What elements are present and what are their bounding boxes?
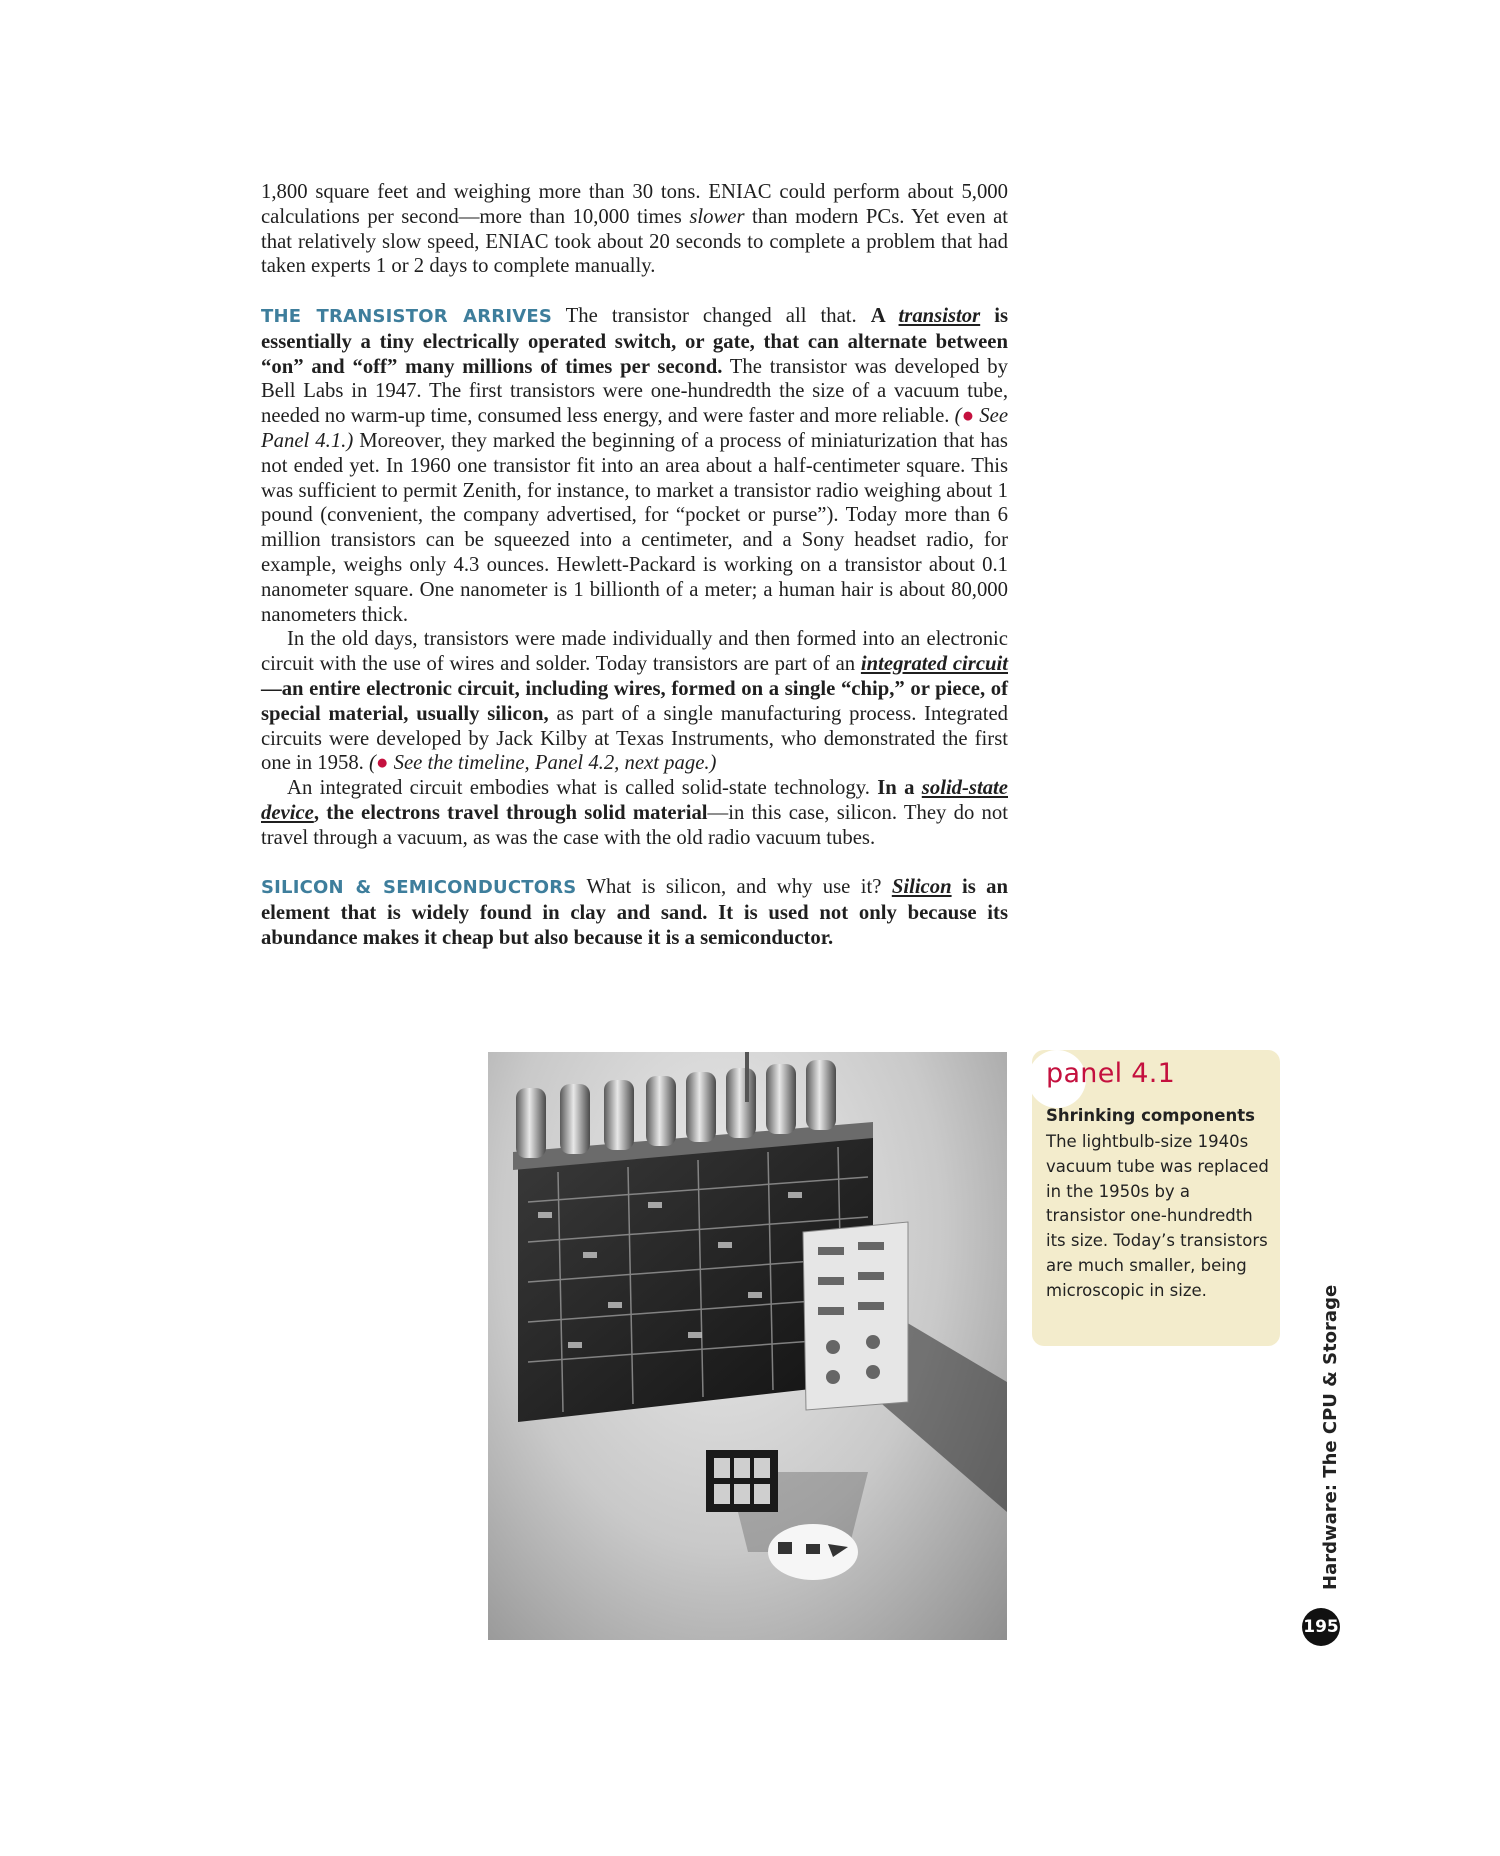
term-silicon: Silicon: [891, 876, 952, 899]
bullet-dot-icon: ●: [961, 405, 975, 428]
components-photo: [488, 1052, 1007, 1640]
section-heading-transistor: THE TRANSISTOR ARRIVES: [261, 305, 553, 327]
chapter-side-label: Hardware: The CPU & Storage: [1320, 1284, 1341, 1590]
silicon-paragraph: SILICON & SEMICONDUCTORS What is silicon, and why use it? Silicon is an element that is widely found in clay and sand. It is used not only because its abundance makes it cheap but also because it is a semiconductor.: [261, 876, 1008, 949]
vacuum-tube-transistor-photo-illustration: [488, 1052, 1007, 1640]
panel-sidebar: [1032, 1050, 1280, 1346]
definition-transistor: is essentially a tiny electrically operated switch, or gate, that can alternate between “on” and “off” many millions of times per second.: [261, 304, 1008, 378]
transistor-paragraph: THE TRANSISTOR ARRIVES The transistor changed all that. A transistor is essentially a tiny electrically operated switch, or gate, that can alternate between “on” and “off” many millions of times per second. The transistor was developed by Bell Labs in 1947. The first transistors were one-hundredth the size of a vacuum tube, needed no warm-up time, consumed less energy, and were faster and more reliable. (● See Panel 4.1.) Moreover, they marked the beginning of a process of miniaturization that has not ended yet. In 1960 one transistor fit into an area about a half-centimeter square. This was sufficient to permit Zenith, for instance, to market a transistor radio weighing about 1 pound (convenient, the company advertised, for “pocket or purse”). Today more than 6 million transistors can be squeezed into a centimeter, and a Sony headset radio, for example, weighs only 4.3 ounces. Hewlett-Packard is working on a transistor about 0.1 nanometer square. One nanometer is 1 billionth of a meter; a human hair is about 80,000 nanometers thick.: [261, 304, 1008, 626]
panel-subtitle: Shrinking components: [1046, 1106, 1255, 1125]
solid-state-paragraph: An integrated circuit embodies what is called solid-state technology. In a solid-state device, the electrons travel through solid material—in this case, silicon. They do not travel through a vacuum, as was the case with the old radio vacuum tubes.: [261, 777, 1008, 849]
term-integrated-circuit: integrated circuit: [860, 653, 1009, 676]
panel-caption: The lightbulb-size 1940s vacuum tube was replaced in the 1950s by a transistor one-hundredth its size. Today’s transistors are much smaller, being microscopic in size.: [1046, 1132, 1269, 1300]
emphasis-slower: slower: [689, 205, 745, 228]
definition-silicon: is an element that is widely found in clay and sand. It is used not only because its abundance makes it cheap but also because it is a semiconductor.: [261, 876, 1008, 949]
body-text: [261, 180, 1008, 951]
bullet-dot-icon: ●: [375, 752, 389, 775]
panel-title: panel 4.1: [1046, 1058, 1176, 1089]
definition-solid-state: , the electrons travel through solid material: [313, 801, 708, 824]
panel-reference[interactable]: (● See Panel 4.1.): [261, 405, 1008, 452]
term-transistor: transistor: [898, 304, 981, 327]
definition-integrated-circuit: —an entire electronic circuit, including wires, formed on a single “chip,” or piece, of special material, usually silicon,: [261, 677, 1008, 725]
page-number: 195: [1302, 1608, 1340, 1646]
timeline-reference[interactable]: (● See the timeline, Panel 4.2, next page.): [369, 752, 717, 775]
term-solid-state-device: solid-state device: [261, 777, 1008, 824]
intro-paragraph: 1,800 square feet and weighing more than 30 tons. ENIAC could perform about 5,000 calculations per second—more than 10,000 times slower than modern PCs. Yet even at that relatively slow speed, ENIAC took about 20 seconds to complete a problem that had taken experts 1 or 2 days to complete manually.: [261, 181, 1008, 278]
integrated-circuit-paragraph: In the old days, transistors were made individually and then formed into an electronic circuit with the use of wires and solder. Today transistors are part of an integrated circuit—an entire electronic circuit, including wires, formed on a single “chip,” or piece, of special material, usually silicon, as part of a single manufacturing process. Integrated circuits were developed by Jack Kilby at Texas Instruments, who demonstrated the first one in 1958. (● See the timeline, Panel 4.2, next page.): [261, 628, 1009, 775]
section-heading-silicon: SILICON & SEMICONDUCTORS: [261, 877, 577, 899]
